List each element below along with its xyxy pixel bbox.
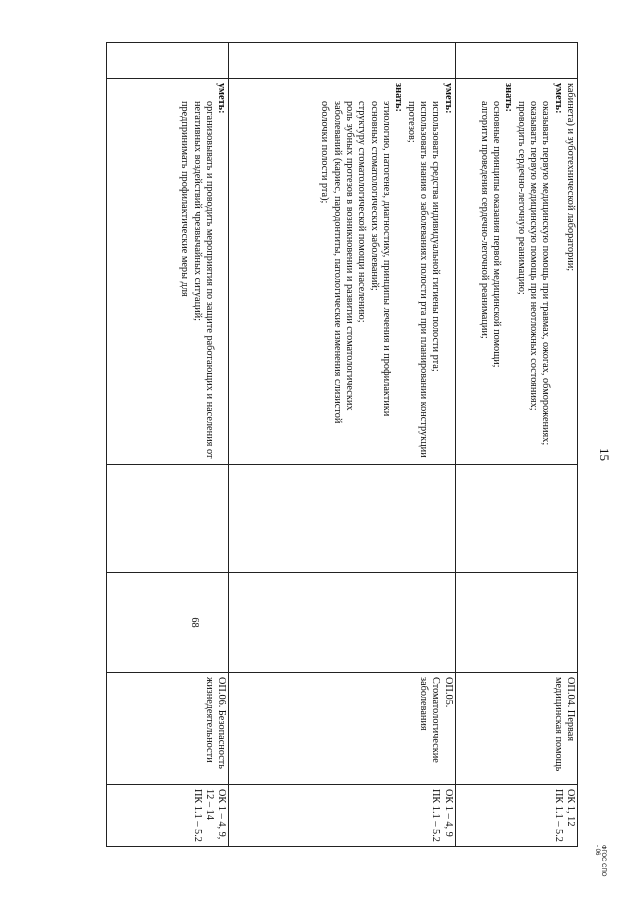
content-heading: знать: [393, 83, 405, 112]
competency-cell [107, 785, 229, 847]
competency-code: ОК 1 – 4, 9 [442, 789, 454, 837]
table-row [455, 43, 577, 847]
discipline-cell: ОП.05. Стоматологические заболевания [229, 673, 455, 785]
hours-mandatory-cell [455, 573, 577, 673]
competency-code: ОК 1 – 4, 9, [216, 789, 228, 840]
index-cell [107, 43, 229, 79]
hours-total-cell [455, 465, 577, 573]
discipline-cell: ОП.06. Безопасность жизнедеятельности [107, 673, 229, 785]
discipline-cell: ОП.04. Первая медицинская помощь [455, 673, 577, 785]
index-cell [229, 43, 455, 79]
content-line: организовывать и проводить мероприятия по защите работающих и населения от негативных воздействий чрезвычайных ситуаций; [191, 101, 215, 459]
competency-table [106, 42, 578, 847]
hours-mandatory-cell: 68 [107, 573, 229, 673]
table-row [229, 43, 455, 847]
content-line: структуру стоматологической помощи населению; [356, 101, 368, 323]
content-line: основные принципы оказания первой медицинской помощи; [490, 101, 502, 368]
hours-mandatory-cell [229, 573, 455, 673]
competency-code: ПК 1.1 – 5.2 [191, 789, 203, 842]
hours-total-cell [107, 465, 229, 573]
index-cell [455, 43, 577, 79]
content-line: использовать средства индивидуальной гигиены полости рта; [430, 101, 442, 372]
content-heading: уметь: [442, 83, 454, 114]
content-line: кабинета) и зуботехнической лаборатории; [565, 83, 576, 272]
content-line: использовать знания о заболеваниях полости рта при планировании конструкции протезов; [405, 101, 430, 458]
page-number: 15 [597, 448, 612, 461]
content-line: предпринимать профилактические меры для [179, 101, 191, 297]
competency-cell [455, 785, 577, 847]
footer-code: ФГОС СПО - 06 [594, 845, 606, 877]
content-line: алгоритм проведения сердечно-легочной реанимации; [478, 101, 490, 339]
content-line: оказывать первую медицинскую помощь при неотложных состояниях; [527, 101, 539, 411]
content-line: этиологию, патогенез, диагностику, принципы лечения и профилактики основных стоматологических заболеваний; [368, 101, 393, 417]
hours-total-cell [229, 465, 455, 573]
content-cell [229, 79, 455, 465]
competency-code: ОК 1, 12 [565, 789, 576, 827]
content-heading: уметь: [552, 83, 564, 114]
rotated-table-frame [106, 42, 578, 846]
competency-code: 12 – 14 [203, 789, 215, 820]
table-row [107, 43, 229, 847]
competency-code: ПК 1.1 – 5.2 [552, 789, 564, 842]
content-line: оказывать первую медицинскую помощь при травмах, ожогах, обморожениях; [540, 101, 552, 446]
content-line: роль зубных протезов в возникновении и развитии стоматологических заболеваний (кариес, пародонтиты, патологические изменения слизистой оболочки полости рта); [319, 101, 355, 424]
content-heading: знать: [503, 83, 515, 112]
content-heading: уметь: [216, 83, 228, 114]
content-cell [455, 79, 577, 465]
competency-cell [229, 785, 455, 847]
content-line: проводить сердечно-легочную реанимацию; [515, 101, 527, 295]
content-cell [107, 79, 229, 465]
competency-code: ПК 1.1 – 5.2 [430, 789, 442, 842]
